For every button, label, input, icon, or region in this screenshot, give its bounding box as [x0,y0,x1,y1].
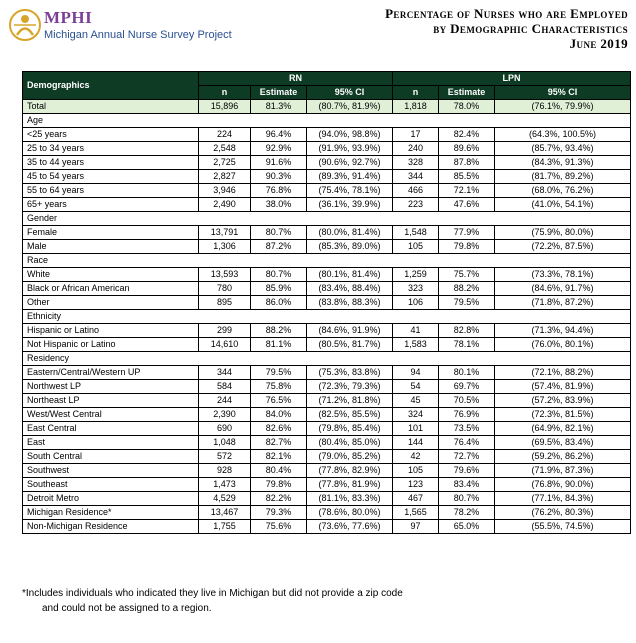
lpn-ci-cell: (64.3%, 100.5%) [495,128,631,142]
row-label: <25 years [23,128,199,142]
title-line-3: June 2019 [569,36,628,51]
lpn-estimate-cell: 70.5% [439,394,495,408]
lpn-estimate-cell: 77.9% [439,226,495,240]
rn-estimate-cell: 76.5% [251,394,307,408]
rn-ci-cell: (73.6%, 77.6%) [307,520,393,534]
table-row [23,156,631,170]
lpn-n-cell: 94 [393,366,439,380]
lpn-estimate-cell: 79.5% [439,296,495,310]
lpn-n-cell: 1,259 [393,268,439,282]
table-row [23,408,631,422]
row-label: 25 to 34 years [23,142,199,156]
row-label: South Central [23,450,199,464]
lpn-ci-cell: (76.8%, 90.0%) [495,478,631,492]
lpn-n-cell: 41 [393,324,439,338]
rn-ci-cell: (75.3%, 83.8%) [307,366,393,380]
lpn-estimate-cell: 80.1% [439,366,495,380]
lpn-n-cell: 1,583 [393,338,439,352]
lpn-estimate-cell: 78.1% [439,338,495,352]
rn-estimate-cell: 80.7% [251,268,307,282]
rn-ci-cell: (36.1%, 39.9%) [307,198,393,212]
lpn-group-header: LPN [393,72,631,86]
lpn-ci-cell: (71.8%, 87.2%) [495,296,631,310]
table-row [23,422,631,436]
rn-n-cell: 928 [199,464,251,478]
lpn-estimate-cell: 79.8% [439,240,495,254]
table-row [23,366,631,380]
rn-estimate-cell: 82.6% [251,422,307,436]
row-label: 35 to 44 years [23,156,199,170]
lpn-n-cell: 101 [393,422,439,436]
lpn-n-cell: 328 [393,156,439,170]
rn-ci-cell: (77.8%, 82.9%) [307,464,393,478]
footnote-line-2: and could not be assigned to a region. [42,603,212,614]
section-row-ethnicity [23,310,631,324]
table-row [23,226,631,240]
logo-name: MPHI [44,8,93,27]
table-row [23,520,631,534]
lpn-estimate-cell: 72.7% [439,450,495,464]
lpn-ci-cell: (71.9%, 87.3%) [495,464,631,478]
lpn-ci-cell: (64.9%, 82.1%) [495,422,631,436]
lpn-estimate-cell: 73.5% [439,422,495,436]
lpn-ci-cell: (72.2%, 87.5%) [495,240,631,254]
lpn-n-cell: 17 [393,128,439,142]
row-label: Detroit Metro [23,492,199,506]
table-row [23,492,631,506]
rn-ci-cell: (85.3%, 89.0%) [307,240,393,254]
rn-n-cell: 244 [199,394,251,408]
lpn-estimate-header: Estimate [439,86,495,100]
rn-n-cell: 3,946 [199,184,251,198]
rn-ci-cell: (72.3%, 79.3%) [307,380,393,394]
rn-ci-header: 95% CI [307,86,393,100]
rn-ci-cell: (80.5%, 81.7%) [307,338,393,352]
row-label: East Central [23,422,199,436]
table-row [23,324,631,338]
row-label: Michigan Residence* [23,506,199,520]
lpn-estimate-cell: 76.9% [439,408,495,422]
lpn-n-cell: 466 [393,184,439,198]
lpn-ci-cell: (81.7%, 89.2%) [495,170,631,184]
table-row [23,478,631,492]
rn-ci-cell: (81.1%, 83.3%) [307,492,393,506]
rn-n-cell: 13,593 [199,268,251,282]
rn-n-cell: 344 [199,366,251,380]
table-row [23,240,631,254]
lpn-estimate-cell: 82.4% [439,128,495,142]
table-row [23,436,631,450]
table-row [23,450,631,464]
rn-ci-cell: (79.0%, 85.2%) [307,450,393,464]
row-label: Northwest LP [23,380,199,394]
section-heading: Race [23,254,631,268]
total-lpn-n: 1,818 [393,100,439,114]
rn-ci-cell: (77.8%, 81.9%) [307,478,393,492]
lpn-estimate-cell: 65.0% [439,520,495,534]
logo-subtitle: Michigan Annual Nurse Survey Project [44,29,232,41]
row-label: East [23,436,199,450]
title-line-1: Percentage of Nurses who are Employed [385,6,628,21]
rn-n-cell: 780 [199,282,251,296]
report-title [385,6,628,51]
lpn-n-cell: 105 [393,464,439,478]
lpn-ci-cell: (73.3%, 78.1%) [495,268,631,282]
rn-n-cell: 2,548 [199,142,251,156]
lpn-n-cell: 97 [393,520,439,534]
section-heading: Age [23,114,631,128]
rn-estimate-cell: 79.3% [251,506,307,520]
lpn-ci-cell: (85.7%, 93.4%) [495,142,631,156]
rn-estimate-cell: 80.7% [251,226,307,240]
rn-estimate-cell: 79.5% [251,366,307,380]
lpn-ci-cell: (69.5%, 83.4%) [495,436,631,450]
rn-n-cell: 2,827 [199,170,251,184]
lpn-estimate-cell: 88.2% [439,282,495,296]
rn-estimate-cell: 80.4% [251,464,307,478]
report-header [0,0,636,62]
lpn-ci-cell: (72.1%, 88.2%) [495,366,631,380]
section-heading: Residency [23,352,631,366]
rn-estimate-cell: 82.1% [251,450,307,464]
section-heading: Gender [23,212,631,226]
rn-estimate-cell: 82.7% [251,436,307,450]
row-label: Other [23,296,199,310]
section-row-residency [23,352,631,366]
rn-estimate-cell: 38.0% [251,198,307,212]
lpn-ci-cell: (84.6%, 91.7%) [495,282,631,296]
total-rn-ci: (80.7%, 81.9%) [307,100,393,114]
rn-estimate-cell: 84.0% [251,408,307,422]
total-rn-n: 15,896 [199,100,251,114]
lpn-n-cell: 105 [393,240,439,254]
row-label: Southeast [23,478,199,492]
employment-table [22,71,631,534]
rn-n-cell: 1,048 [199,436,251,450]
table-row [23,142,631,156]
title-line-2: by Demographic Characteristics [433,21,628,36]
lpn-estimate-cell: 85.5% [439,170,495,184]
row-label: Southwest [23,464,199,478]
lpn-estimate-cell: 89.6% [439,142,495,156]
rn-ci-cell: (83.4%, 88.4%) [307,282,393,296]
row-label: Northeast LP [23,394,199,408]
rn-n-cell: 13,467 [199,506,251,520]
row-label: White [23,268,199,282]
rn-n-cell: 1,306 [199,240,251,254]
rn-n-cell: 690 [199,422,251,436]
rn-n-cell: 4,529 [199,492,251,506]
table-row [23,128,631,142]
lpn-ci-cell: (57.2%, 83.9%) [495,394,631,408]
lpn-n-cell: 324 [393,408,439,422]
total-lpn-ci: (76.1%, 79.9%) [495,100,631,114]
lpn-ci-cell: (57.4%, 81.9%) [495,380,631,394]
lpn-ci-cell: (68.0%, 76.2%) [495,184,631,198]
rn-ci-cell: (75.4%, 78.1%) [307,184,393,198]
section-row-age [23,114,631,128]
rn-n-cell: 2,390 [199,408,251,422]
total-label: Total [23,100,199,114]
lpn-estimate-cell: 79.6% [439,464,495,478]
lpn-n-cell: 1,565 [393,506,439,520]
rn-n-cell: 2,725 [199,156,251,170]
lpn-ci-cell: (77.1%, 84.3%) [495,492,631,506]
rn-estimate-header: Estimate [251,86,307,100]
table-body [23,100,631,534]
mphi-logo [8,6,238,46]
row-label: Female [23,226,199,240]
rn-n-cell: 224 [199,128,251,142]
table-row [23,198,631,212]
section-row-gender [23,212,631,226]
lpn-ci-cell: (41.0%, 54.1%) [495,198,631,212]
lpn-n-cell: 1,548 [393,226,439,240]
rn-estimate-cell: 87.2% [251,240,307,254]
rn-ci-cell: (82.5%, 85.5%) [307,408,393,422]
rn-estimate-cell: 79.8% [251,478,307,492]
lpn-n-cell: 45 [393,394,439,408]
rn-ci-cell: (84.6%, 91.9%) [307,324,393,338]
section-row-race [23,254,631,268]
table-row [23,268,631,282]
lpn-ci-cell: (75.9%, 80.0%) [495,226,631,240]
rn-estimate-cell: 85.9% [251,282,307,296]
lpn-n-cell: 106 [393,296,439,310]
rn-estimate-cell: 81.1% [251,338,307,352]
rn-n-cell: 584 [199,380,251,394]
lpn-estimate-cell: 76.4% [439,436,495,450]
rn-estimate-cell: 75.8% [251,380,307,394]
row-label: 65+ years [23,198,199,212]
lpn-ci-cell: (76.2%, 80.3%) [495,506,631,520]
rn-n-cell: 13,791 [199,226,251,240]
demographics-header: Demographics [23,72,199,100]
table-row [23,170,631,184]
rn-estimate-cell: 86.0% [251,296,307,310]
rn-ci-cell: (90.6%, 92.7%) [307,156,393,170]
lpn-ci-cell: (71.3%, 94.4%) [495,324,631,338]
rn-n-cell: 572 [199,450,251,464]
lpn-estimate-cell: 47.6% [439,198,495,212]
table-row [23,464,631,478]
total-row [23,100,631,114]
rn-group-header: RN [199,72,393,86]
footnote-line-1: *Includes individuals who indicated they live in Michigan but did not provide a zip code [22,588,403,599]
row-label: Not Hispanic or Latino [23,338,199,352]
lpn-ci-header: 95% CI [495,86,631,100]
footnote [22,586,622,616]
row-label: 45 to 54 years [23,170,199,184]
group-header-row [23,72,631,86]
rn-ci-cell: (71.2%, 81.8%) [307,394,393,408]
lpn-estimate-cell: 87.8% [439,156,495,170]
lpn-n-cell: 240 [393,142,439,156]
lpn-ci-cell: (76.0%, 80.1%) [495,338,631,352]
rn-ci-cell: (79.8%, 85.4%) [307,422,393,436]
rn-ci-cell: (89.3%, 91.4%) [307,170,393,184]
total-lpn-estimate: 78.0% [439,100,495,114]
rn-ci-cell: (80.0%, 81.4%) [307,226,393,240]
table-row [23,184,631,198]
rn-n-cell: 895 [199,296,251,310]
lpn-ci-cell: (55.5%, 74.5%) [495,520,631,534]
lpn-ci-cell: (72.3%, 81.5%) [495,408,631,422]
rn-ci-cell: (83.8%, 88.3%) [307,296,393,310]
lpn-n-cell: 144 [393,436,439,450]
lpn-n-cell: 344 [393,170,439,184]
rn-n-header: n [199,86,251,100]
row-label: Black or African American [23,282,199,296]
rn-ci-cell: (94.0%, 98.8%) [307,128,393,142]
lpn-estimate-cell: 83.4% [439,478,495,492]
mphi-logo-mark-icon [8,8,42,42]
lpn-ci-cell: (59.2%, 86.2%) [495,450,631,464]
lpn-n-cell: 467 [393,492,439,506]
row-label: Male [23,240,199,254]
row-label: 55 to 64 years [23,184,199,198]
section-heading: Ethnicity [23,310,631,324]
rn-estimate-cell: 76.8% [251,184,307,198]
rn-estimate-cell: 82.2% [251,492,307,506]
lpn-estimate-cell: 82.8% [439,324,495,338]
lpn-n-cell: 223 [393,198,439,212]
rn-n-cell: 1,755 [199,520,251,534]
lpn-estimate-cell: 72.1% [439,184,495,198]
table-row [23,338,631,352]
table-row [23,282,631,296]
rn-n-cell: 2,490 [199,198,251,212]
total-rn-estimate: 81.3% [251,100,307,114]
lpn-estimate-cell: 75.7% [439,268,495,282]
lpn-estimate-cell: 78.2% [439,506,495,520]
lpn-n-cell: 42 [393,450,439,464]
rn-ci-cell: (91.9%, 93.9%) [307,142,393,156]
row-label: Non-Michigan Residence [23,520,199,534]
lpn-n-cell: 323 [393,282,439,296]
rn-estimate-cell: 92.9% [251,142,307,156]
rn-estimate-cell: 96.4% [251,128,307,142]
lpn-n-cell: 54 [393,380,439,394]
table-row [23,506,631,520]
lpn-estimate-cell: 69.7% [439,380,495,394]
lpn-n-header: n [393,86,439,100]
lpn-estimate-cell: 80.7% [439,492,495,506]
rn-ci-cell: (80.4%, 85.0%) [307,436,393,450]
rn-estimate-cell: 90.3% [251,170,307,184]
lpn-n-cell: 123 [393,478,439,492]
row-label: Hispanic or Latino [23,324,199,338]
rn-n-cell: 299 [199,324,251,338]
table-row [23,380,631,394]
row-label: Eastern/Central/Western UP [23,366,199,380]
rn-estimate-cell: 88.2% [251,324,307,338]
row-label: West/West Central [23,408,199,422]
rn-n-cell: 14,610 [199,338,251,352]
rn-ci-cell: (78.6%, 80.0%) [307,506,393,520]
rn-estimate-cell: 75.6% [251,520,307,534]
rn-estimate-cell: 91.6% [251,156,307,170]
lpn-ci-cell: (84.3%, 91.3%) [495,156,631,170]
rn-n-cell: 1,473 [199,478,251,492]
rn-ci-cell: (80.1%, 81.4%) [307,268,393,282]
table-row [23,296,631,310]
table-row [23,394,631,408]
